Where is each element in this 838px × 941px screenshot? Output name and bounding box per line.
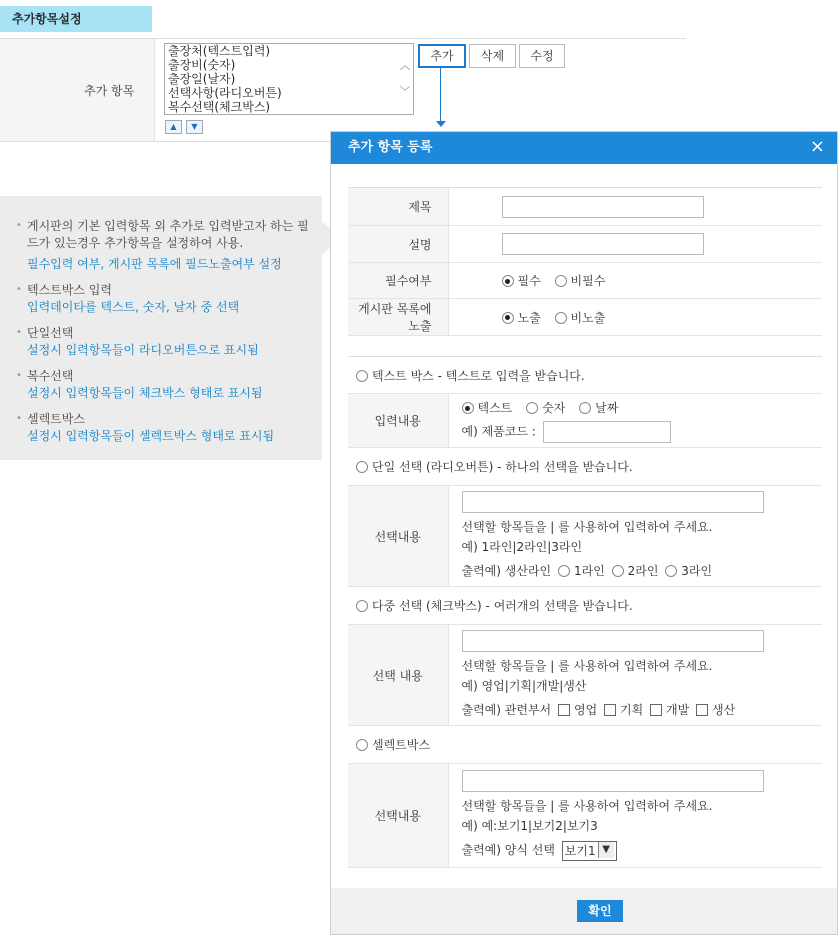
move-down-button[interactable]	[186, 120, 203, 134]
guide-text: 선택할 항목들을 | 를 사용하여 입력하여 주세요.	[461, 520, 713, 534]
connector-arrow-icon	[436, 121, 446, 127]
select-value: 보기1	[564, 843, 596, 858]
output-label: 출력예) 생산라인	[461, 564, 552, 578]
option-label: 1라인	[573, 564, 605, 578]
sample-select[interactable]	[562, 841, 617, 861]
radio-icon[interactable]	[555, 312, 567, 324]
help-item	[16, 218, 322, 273]
select-content-label: 선택내용	[348, 764, 448, 868]
required-option[interactable]	[502, 272, 541, 289]
move-up-button[interactable]	[165, 120, 182, 134]
section-head-label: 셀렉트박스	[372, 738, 430, 752]
list-option[interactable]: 복수선택(체크박스)	[168, 100, 271, 114]
option-label: 생산	[712, 703, 736, 717]
chevron-down-icon: ▼	[191, 122, 198, 131]
bullet-icon: •	[16, 327, 22, 338]
example-text: 예) 예:보기1|보기2|보기3	[461, 819, 598, 834]
section-head-label: 다중 선택 (체크박스) - 여러개의 선택을 받습니다.	[372, 599, 633, 613]
close-icon[interactable]: ×	[809, 136, 825, 157]
help-item	[16, 411, 322, 445]
option-label: 2라인	[627, 564, 659, 578]
textbox-label: 입력내용	[348, 394, 448, 448]
radio-items-input[interactable]	[462, 491, 764, 513]
scroll-down-icon[interactable]: ﹀	[400, 87, 410, 98]
option-label: 개발	[666, 703, 690, 717]
radio-icon[interactable]	[555, 275, 567, 287]
option-label: 숫자	[542, 401, 566, 415]
help-main: 셀렉트박스	[27, 412, 85, 426]
help-main: 텍스트박스 입력	[27, 283, 112, 297]
checkbox-icon[interactable]	[650, 704, 662, 716]
radio-icon[interactable]	[665, 565, 677, 577]
radio-icon[interactable]	[356, 739, 368, 751]
delete-button[interactable]: 삭제	[469, 44, 516, 68]
bullet-icon: •	[16, 284, 22, 295]
bullet-icon: •	[16, 370, 22, 381]
option-label: 기획	[620, 703, 644, 717]
checkbox-icon[interactable]	[558, 704, 570, 716]
row-label: 추가 항목	[84, 84, 135, 98]
edit-button[interactable]: 수정	[519, 44, 565, 68]
radio-checked-icon[interactable]	[462, 402, 474, 414]
connector-line	[440, 68, 441, 124]
option-label: 비필수	[570, 274, 606, 288]
expose-option[interactable]	[502, 309, 541, 326]
checkbox-icon[interactable]	[604, 704, 616, 716]
modal-header	[331, 132, 837, 164]
modal-footer	[331, 888, 837, 934]
example-text: 예) 1라인|2라인|3라인	[461, 540, 583, 554]
help-main: 게시판의 기본 입력항목 외 추가로 입력받고자 하는 필드가 있는경우 추가항목을 설정하여 사용.	[27, 219, 309, 250]
check-section-head[interactable]	[348, 587, 822, 625]
radio-icon[interactable]	[558, 565, 570, 577]
option-label: 영업	[573, 703, 598, 717]
help-item	[16, 368, 322, 402]
expose-label: 게시판 목록에 노출	[348, 299, 448, 336]
option-label: 비노출	[570, 310, 606, 325]
help-sub: 설정시 입력항목들이 셀렉트박스 형태로 표시됨	[27, 429, 275, 443]
radio-icon[interactable]	[612, 565, 624, 577]
chevron-down-icon[interactable]: ▼	[598, 842, 614, 858]
option-label: 3라인	[681, 564, 713, 578]
hide-option[interactable]	[555, 309, 606, 326]
help-item	[16, 325, 322, 359]
type-sections-table	[348, 356, 822, 868]
option-label: 노출	[517, 310, 541, 325]
help-main: 복수선택	[27, 369, 74, 383]
help-sub: 설정시 입력항목들이 체크박스 형태로 표시됨	[27, 386, 263, 400]
basic-fields-table	[348, 187, 822, 336]
option-label: 날짜	[595, 401, 619, 415]
radio-content-label: 선택내용	[348, 486, 448, 587]
radio-icon[interactable]	[356, 370, 368, 382]
example-label: 예) 제품코드 :	[461, 424, 536, 439]
section-title: 추가항목설정	[0, 6, 152, 32]
list-option[interactable]: 선택사항(라디오버튼)	[168, 86, 282, 100]
section-head-label: 텍스트 박스 - 텍스트로 입력을 받습니다.	[372, 368, 585, 383]
extra-items-listbox[interactable]	[164, 43, 414, 115]
radio-icon[interactable]	[356, 600, 368, 612]
title-input[interactable]	[502, 196, 704, 218]
help-main: 단일선택	[27, 326, 74, 340]
list-option[interactable]: 출장비(숫자)	[168, 58, 236, 72]
help-sub: 설정시 입력항목들이 라디오버튼으로 표시됨	[27, 343, 259, 357]
help-item	[16, 282, 322, 316]
radio-icon[interactable]	[579, 402, 591, 414]
option-label: 필수	[517, 274, 541, 288]
check-content-label: 선택 내용	[348, 625, 448, 726]
modal-title: 추가 항목 등록	[348, 140, 433, 155]
scroll-up-icon[interactable]: ︿	[400, 61, 410, 72]
type-number-option[interactable]	[526, 398, 565, 418]
example-input[interactable]	[543, 421, 671, 443]
bullet-icon: •	[16, 220, 22, 231]
checkbox-icon[interactable]	[696, 704, 708, 716]
output-label: 출력예) 양식 선택	[461, 843, 555, 858]
add-item-modal	[330, 131, 838, 935]
help-sub: 입력데이타를 텍스트, 숫자, 날자 중 선택	[27, 300, 240, 314]
help-sub: 필수입력 여부, 게시판 목록에 필드노출여부 설정	[27, 257, 282, 271]
option-label: 텍스트	[477, 401, 513, 415]
listbox-scrollbar[interactable]	[397, 44, 413, 114]
radio-icon[interactable]	[356, 461, 368, 473]
desc-input[interactable]	[502, 233, 704, 255]
divider	[0, 141, 330, 142]
chevron-up-icon: ▲	[170, 122, 177, 131]
check-items-input[interactable]	[462, 630, 764, 652]
optional-option[interactable]	[555, 272, 606, 289]
radio-checked-icon[interactable]	[502, 275, 514, 287]
help-panel	[0, 196, 322, 460]
list-option[interactable]: 출장일(날자)	[168, 72, 236, 86]
bullet-icon: •	[16, 413, 22, 424]
output-label: 출력예) 관련부서	[461, 703, 552, 717]
radio-checked-icon[interactable]	[502, 312, 514, 324]
example-text: 예) 영업|기획|개발|생산	[461, 679, 587, 693]
guide-text: 선택할 항목들을 | 를 사용하여 입력하여 주세요.	[461, 659, 713, 673]
confirm-button[interactable]: 확인	[577, 900, 623, 922]
list-option[interactable]: 출장처(텍스트입력)	[168, 44, 271, 58]
type-date-option[interactable]	[579, 398, 618, 418]
select-section-head[interactable]	[348, 726, 822, 764]
desc-label: 설명	[348, 226, 448, 263]
title-label: 제목	[348, 188, 448, 226]
required-label: 필수여부	[348, 263, 448, 299]
textbox-section-head[interactable]	[348, 357, 822, 394]
select-items-input[interactable]	[462, 770, 764, 792]
add-button[interactable]: 추가	[418, 44, 466, 68]
type-text-option[interactable]	[462, 398, 513, 418]
section-head-label: 단일 선택 (라디오버튼) - 하나의 선택을 받습니다.	[372, 460, 633, 474]
guide-text: 선택할 항목들을 | 를 사용하여 입력하여 주세요.	[461, 799, 713, 814]
radio-icon[interactable]	[526, 402, 538, 414]
radio-section-head[interactable]	[348, 448, 822, 486]
